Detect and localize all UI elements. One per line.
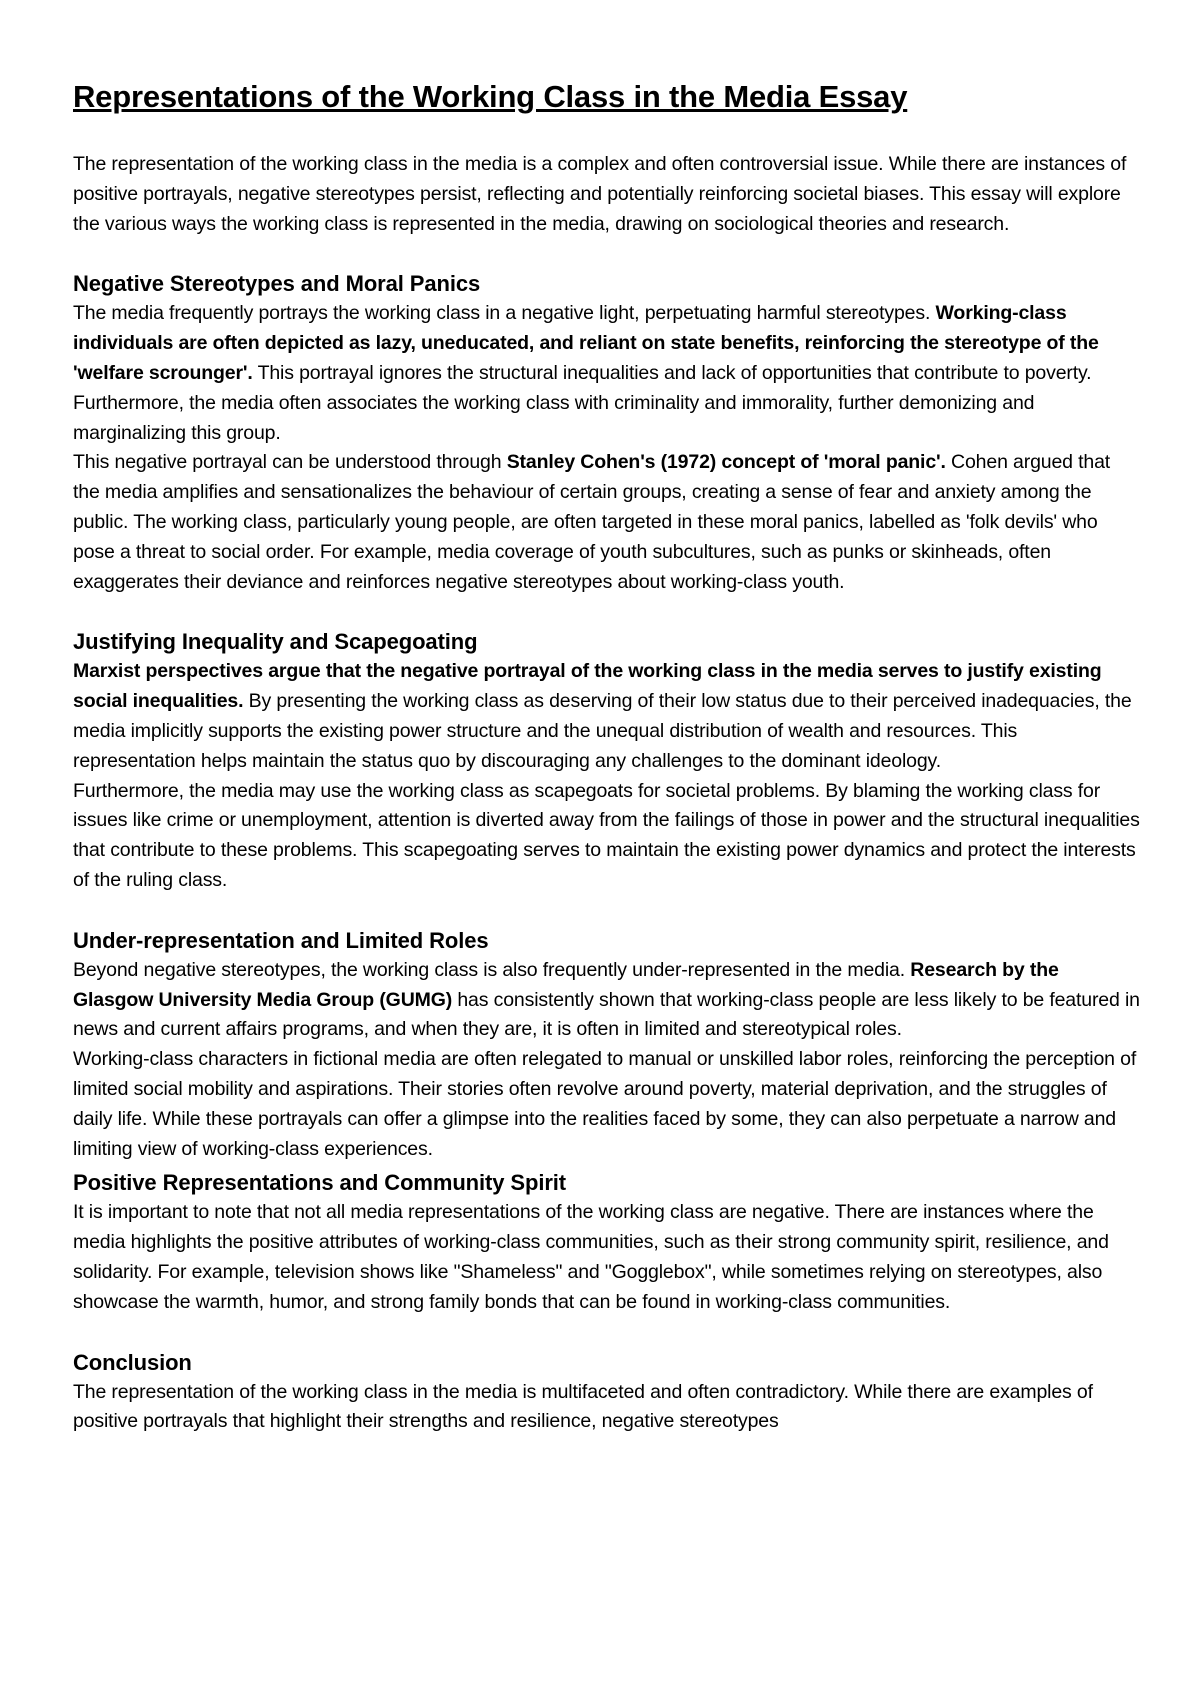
bold-text-span: Research by the Glasgow University Media Group (GUMG) — [73, 958, 1059, 1011]
section-conclusion — [73, 1347, 1140, 1438]
text-span: This negative portrayal can be understood through — [73, 451, 507, 474]
section-heading: Positive Representations and Community Spirit — [73, 1170, 567, 1196]
document-title: Representations of the Working Class in the Media Essay — [73, 79, 908, 114]
intro-paragraph: The representation of the working class in the media is a complex and often controversial issue. While there are instances of positive portrayals, negative stereotypes persist, reflecting and potentially reinforcing societal biases. This essay will explore the various ways the working class is represented in the media, drawing on sociological theories and research. — [73, 153, 1127, 235]
section-negative-stereotypes — [73, 268, 1140, 597]
text-span: The media frequently portrays the working class in a negative light, perpetuating harmful stereotypes. — [73, 302, 936, 325]
text-span: Beyond negative stereotypes, the working class is also frequently under-represented in the media. — [73, 958, 911, 981]
section-heading: Under-representation and Limited Roles — [73, 927, 489, 953]
text-span: By presenting the working class as deserving of their low status due to their perceived inadequacies, the media implicitly supports the existing power structure and the unequal distribution of wealth and resources. This representation helps maintain the status quo by discouraging any challenges to the dominant ideology. — [73, 690, 1132, 772]
section-paragraph — [73, 299, 1140, 448]
section-heading: Negative Stereotypes and Moral Panics — [73, 271, 481, 297]
text-span: This portrayal ignores the structural inequalities and lack of opportunities that contribute to poverty. Furthermore, the media often associates the working class with criminality and immorality, further demonizing and marginalizing this group. — [73, 361, 1092, 444]
section-paragraph: Working-class characters in fictional media are often relegated to manual or unskilled labor roles, reinforcing the perception of limited social mobility and aspirations. Their stories often revolve around poverty, material deprivation, and the struggles of daily life. While these portrayals can offer a glimpse into the realities faced by some, they can also perpetuate a narrow and limiting view of working-class experiences. — [73, 1048, 1137, 1160]
section-under-representation — [73, 925, 1140, 1165]
section-positive-representations — [73, 1167, 1140, 1317]
section-paragraph — [73, 448, 1140, 597]
section-paragraph — [73, 657, 1140, 776]
section-paragraph: The representation of the working class in the media is multifaceted and often contradictory. While there are examples of positive portrayals that highlight their strengths and resilience, negative stereotypes — [73, 1380, 1093, 1433]
section-justifying-inequality — [73, 626, 1140, 895]
bold-text-span: Working-class individuals are often depicted as lazy, uneducated, and reliant on state benefits, reinforcing the stereotype of the 'welfare scrounger'. — [73, 302, 1099, 384]
text-span: Cohen argued that the media amplifies and sensationalizes the behaviour of certain groups, creating a sense of fear and anxiety among the public. The working class, particularly young people, are often targeted in these moral panics, labelled as 'folk devils' who pose a threat to social order. For example, media coverage of youth subcultures, such as punks or skinheads, often exaggerates their deviance and reinforces negative stereotypes about working-class youth. — [73, 451, 1111, 593]
section-paragraph — [73, 956, 1140, 1045]
section-paragraph: It is important to note that not all media representations of the working class are negative. There are instances where the media highlights the positive attributes of working-class communities, such as their strong community spirit, resilience, and solidarity. For example, television shows like "Shameless" and "Gogglebox", while sometimes relying on stereotypes, also showcase the warmth, humor, and strong family bonds that can be found in working-class communities. — [73, 1201, 1109, 1313]
section-heading: Conclusion — [73, 1349, 192, 1375]
bold-text-span: Stanley Cohen's (1972) concept of 'moral panic'. — [506, 451, 946, 474]
section-paragraph: Furthermore, the media may use the working class as scapegoats for societal problems. By blaming the working class for issues like crime or unemployment, attention is diverted away from the failings of those in power and the structural inequalities that contribute to these problems. This scapegoating serves to maintain the existing power dynamics and protect the interests of the ruling class. — [73, 779, 1140, 891]
section-heading: Justifying Inequality and Scapegoating — [73, 629, 478, 655]
text-span: has consistently shown that working-class people are less likely to be featured in news and current affairs programs, and when they are, it is often in limited and stereotypical roles. — [73, 988, 1140, 1041]
bold-text-span: Marxist perspectives argue that the negative portrayal of the working class in the media serves to justify existing social inequalities. — [73, 660, 1102, 713]
